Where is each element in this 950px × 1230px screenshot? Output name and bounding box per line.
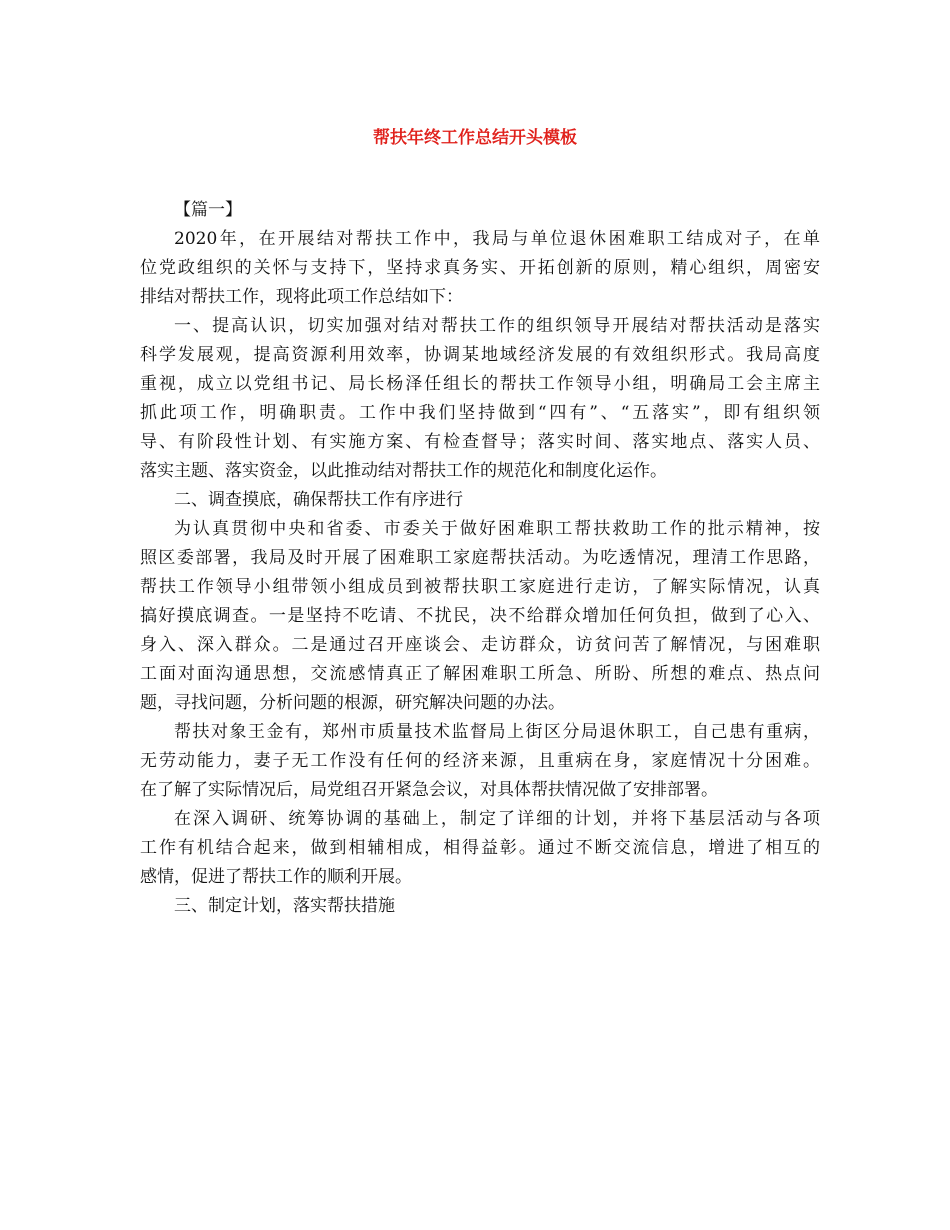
text-line: 工作有机结合起来，做到相辅相成，相得益彰。通过不断交流信息，增进了相互的 <box>140 838 820 858</box>
paragraph <box>140 718 820 805</box>
paragraph <box>140 486 820 515</box>
text-line: 工面对面沟通思想，交流感情真正了解困难职工所急、所盼、所想的难点、热点问 <box>140 664 820 684</box>
text-line: 无劳动能力，妻子无工作没有任何的经济来源，且重病在身，家庭情况十分困难。 <box>140 751 820 771</box>
text-line: 位党政组织的关怀与支持下，坚持求真务实、开拓创新的原则，精心组织，周密安 <box>140 258 820 278</box>
text-line: 搞好摸底调查。一是坚持不吃请、不扰民，决不给群众增加任何负担，做到了心入、 <box>140 606 820 626</box>
text-line: 一、提高认识，切实加强对结对帮扶工作的组织领导开展结对帮扶活动是落实 <box>174 316 820 336</box>
document-body <box>140 196 820 921</box>
text-line: 导、有阶段性计划、有实施方案、有检查督导；落实时间、落实地点、落实人员、 <box>140 432 820 452</box>
paragraph <box>140 805 820 892</box>
text-line: 在了解了实际情况后，局党组召开紧急会议，对具体帮扶情况做了安排部署。 <box>140 780 718 800</box>
text-line: 在深入调研、统筹协调的基础上，制定了详细的计划，并将下基层活动与各项 <box>174 809 820 829</box>
document-title: 帮扶年终工作总结开头模板 <box>373 128 577 148</box>
text-line: 排结对帮扶工作，现将此项工作总结如下： <box>140 287 463 307</box>
text-line: 2020年，在开展结对帮扶工作中，我局与单位退休困难职工结成对子，在单 <box>174 229 820 249</box>
text-line: 科学发展观，提高资源利用效率，协调某地域经济发展的有效组织形式。我局高度 <box>140 345 820 365</box>
text-line: 为认真贯彻中央和省委、市委关于做好困难职工帮扶救助工作的批示精神，按 <box>174 519 820 539</box>
text-line: 感情，促进了帮扶工作的顺利开展。 <box>140 867 412 887</box>
text-line: 抓此项工作，明确职责。工作中我们坚持做到“四有”、“五落实”，即有组织领 <box>140 403 820 423</box>
text-line: 帮扶工作领导小组带领小组成员到被帮扶职工家庭进行走访，了解实际情况，认真 <box>140 577 820 597</box>
text-line: 照区委部署，我局及时开展了困难职工家庭帮扶活动。为吃透情况，理清工作思路， <box>140 548 820 568</box>
text-line: 题，寻找问题，分析问题的根源，研究解决问题的办法。 <box>140 693 565 713</box>
text-line: 落实主题、落实资金，以此推动结对帮扶工作的规范化和制度化运作。 <box>140 461 667 481</box>
text-line: 二、调查摸底，确保帮扶工作有序进行 <box>174 490 463 510</box>
text-line: 帮扶对象王金有，郑州市质量技术监督局上街区分局退休职工，自己患有重病， <box>174 722 820 742</box>
paragraph <box>140 892 820 921</box>
paragraph <box>140 515 820 718</box>
text-line: 三、制定计划，落实帮扶措施 <box>174 896 395 916</box>
text-line: 身入、深入群众。二是通过召开座谈会、走访群众，访贫问苦了解情况，与困难职 <box>140 635 820 655</box>
paragraph <box>140 225 820 312</box>
paragraph <box>140 196 820 225</box>
text-line: 【篇一】 <box>174 200 242 220</box>
paragraph <box>140 312 820 486</box>
text-line: 重视，成立以党组书记、局长杨泽任组长的帮扶工作领导小组，明确局工会主席主 <box>140 374 820 394</box>
